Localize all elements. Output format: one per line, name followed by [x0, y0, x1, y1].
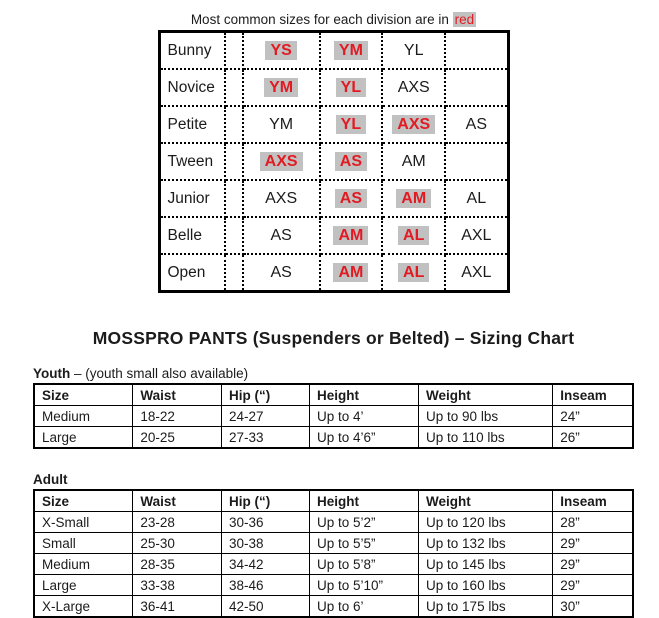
common-size-value: YS [265, 41, 296, 60]
cell-size: Medium [34, 554, 133, 575]
common-size-value: AXS [260, 152, 303, 171]
size-value: AL [466, 189, 487, 207]
cell-weight: Up to 90 lbs [419, 406, 553, 427]
cell-inseam: 29” [553, 575, 633, 596]
size-cell [445, 143, 508, 180]
adult-table-row [34, 575, 633, 596]
cell-inseam: 29” [553, 533, 633, 554]
youth-section [33, 366, 634, 449]
division-size-section [158, 12, 510, 293]
size-value: YL [403, 41, 424, 59]
size-cell [243, 32, 320, 70]
size-cell [243, 69, 320, 106]
size-cell [320, 106, 383, 143]
division-row [159, 69, 508, 106]
cell-height: Up to 5’5” [310, 533, 419, 554]
size-value: YM [269, 115, 294, 133]
column-header-size: Size [34, 384, 133, 406]
cell-waist: 20-25 [133, 427, 222, 449]
cell-hip: 30-38 [221, 533, 309, 554]
cell-waist: 33-38 [133, 575, 222, 596]
division-size-table [158, 30, 510, 293]
size-cell [320, 143, 383, 180]
cell-height: Up to 5’8” [310, 554, 419, 575]
size-cell [320, 180, 383, 217]
size-cell [445, 180, 508, 217]
cell-size: Medium [34, 406, 133, 427]
spacer-cell [225, 217, 242, 254]
size-value: AXL [461, 226, 492, 244]
adult-table-row [34, 512, 633, 533]
youth-label-bold: Youth [33, 366, 71, 381]
youth-table-row [34, 406, 633, 427]
column-header-height: Height [310, 384, 419, 406]
division-name: Petite [159, 106, 225, 143]
common-size-value: AXS [392, 115, 435, 134]
cell-hip: 34-42 [221, 554, 309, 575]
common-size-value: AM [396, 189, 431, 208]
division-name: Novice [159, 69, 225, 106]
size-value: AS [270, 263, 292, 281]
cell-size: Large [34, 427, 133, 449]
size-value: AXS [397, 78, 430, 96]
caption-text: Most common sizes for each division are in [190, 12, 453, 27]
adult-section [33, 472, 634, 618]
cell-inseam: 30” [553, 596, 633, 618]
size-cell [243, 254, 320, 292]
common-size-value: AS [335, 152, 367, 171]
column-header-inseam: Inseam [553, 490, 633, 512]
adult-label: Adult [33, 472, 68, 487]
cell-waist: 18-22 [133, 406, 222, 427]
youth-sizing-table [33, 383, 634, 449]
size-cell [382, 143, 445, 180]
column-header-waist: Waist [133, 384, 222, 406]
column-header-size: Size [34, 490, 133, 512]
cell-waist: 28-35 [133, 554, 222, 575]
column-header-hip: Hip (“) [221, 490, 309, 512]
cell-size: Small [34, 533, 133, 554]
spacer-cell [225, 180, 242, 217]
spacer-cell [225, 254, 242, 292]
common-size-value: YM [334, 41, 368, 60]
column-header-height: Height [310, 490, 419, 512]
division-row [159, 217, 508, 254]
cell-size: Large [34, 575, 133, 596]
size-cell [445, 217, 508, 254]
cell-weight: Up to 160 lbs [419, 575, 553, 596]
size-value: AXL [461, 263, 492, 281]
page-title: MOSSPRO PANTS (Suspenders or Belted) – Sizing Chart [92, 328, 575, 348]
cell-hip: 30-36 [221, 512, 309, 533]
cell-waist: 23-28 [133, 512, 222, 533]
common-size-value: AL [398, 263, 429, 282]
common-size-value: AL [398, 226, 429, 245]
common-size-value: AS [335, 189, 367, 208]
youth-label [33, 366, 634, 381]
header-row [34, 384, 633, 406]
header-row [34, 490, 633, 512]
common-size-value: YL [336, 78, 366, 97]
adult-table-row [34, 554, 633, 575]
cell-size: X-Small [34, 512, 133, 533]
size-cell [243, 180, 320, 217]
cell-inseam: 26” [553, 427, 633, 449]
cell-hip: 24-27 [221, 406, 309, 427]
division-name: Open [159, 254, 225, 292]
common-size-value: YL [336, 115, 366, 134]
column-header-waist: Waist [133, 490, 222, 512]
common-size-value: AM [333, 263, 368, 282]
size-cell [445, 69, 508, 106]
size-cell [320, 69, 383, 106]
cell-height: Up to 4’6” [310, 427, 419, 449]
adult-table-row [34, 596, 633, 618]
division-name: Bunny [159, 32, 225, 70]
size-cell [243, 217, 320, 254]
cell-inseam: 29” [553, 554, 633, 575]
cell-weight: Up to 132 lbs [419, 533, 553, 554]
cell-weight: Up to 175 lbs [419, 596, 553, 618]
division-name: Tween [159, 143, 225, 180]
cell-height: Up to 5’10” [310, 575, 419, 596]
size-value: AS [270, 226, 292, 244]
cell-hip: 42-50 [221, 596, 309, 618]
size-cell [382, 180, 445, 217]
column-header-weight: Weight [419, 384, 553, 406]
division-row [159, 180, 508, 217]
spacer-cell [225, 143, 242, 180]
youth-label-note: – (youth small also available) [70, 366, 249, 381]
division-row [159, 32, 508, 70]
size-cell [445, 32, 508, 70]
size-cell [320, 217, 383, 254]
spacer-cell [225, 69, 242, 106]
size-cell [382, 254, 445, 292]
column-header-weight: Weight [419, 490, 553, 512]
cell-waist: 36-41 [133, 596, 222, 618]
size-value: AM [401, 152, 426, 170]
spacer-cell [225, 32, 242, 70]
division-row [159, 254, 508, 292]
cell-inseam: 24” [553, 406, 633, 427]
size-cell [382, 32, 445, 70]
cell-height: Up to 4’ [310, 406, 419, 427]
adult-table-row [34, 533, 633, 554]
column-header-hip: Hip (“) [221, 384, 309, 406]
size-cell [382, 106, 445, 143]
cell-inseam: 28” [553, 512, 633, 533]
common-size-value: YM [264, 78, 298, 97]
cell-hip: 27-33 [221, 427, 309, 449]
division-table-caption [158, 12, 510, 27]
youth-table-row [34, 427, 633, 449]
division-row [159, 143, 508, 180]
division-row [159, 106, 508, 143]
size-cell [320, 32, 383, 70]
division-name: Belle [159, 217, 225, 254]
cell-hip: 38-46 [221, 575, 309, 596]
common-size-value: AM [333, 226, 368, 245]
cell-weight: Up to 110 lbs [419, 427, 553, 449]
size-cell [445, 106, 508, 143]
cell-weight: Up to 120 lbs [419, 512, 553, 533]
size-cell [320, 254, 383, 292]
size-cell [382, 69, 445, 106]
size-value: AXS [265, 189, 298, 207]
column-header-inseam: Inseam [553, 384, 633, 406]
cell-weight: Up to 145 lbs [419, 554, 553, 575]
size-cell [243, 106, 320, 143]
cell-height: Up to 5’2” [310, 512, 419, 533]
adult-sizing-table [33, 489, 634, 618]
cell-size: X-Large [34, 596, 133, 618]
division-name: Junior [159, 180, 225, 217]
size-value: AS [465, 115, 487, 133]
size-cell [382, 217, 445, 254]
cell-height: Up to 6’ [310, 596, 419, 618]
spacer-cell [225, 106, 242, 143]
cell-waist: 25-30 [133, 533, 222, 554]
caption-red-word: red [454, 12, 475, 27]
size-cell [243, 143, 320, 180]
size-cell [445, 254, 508, 292]
